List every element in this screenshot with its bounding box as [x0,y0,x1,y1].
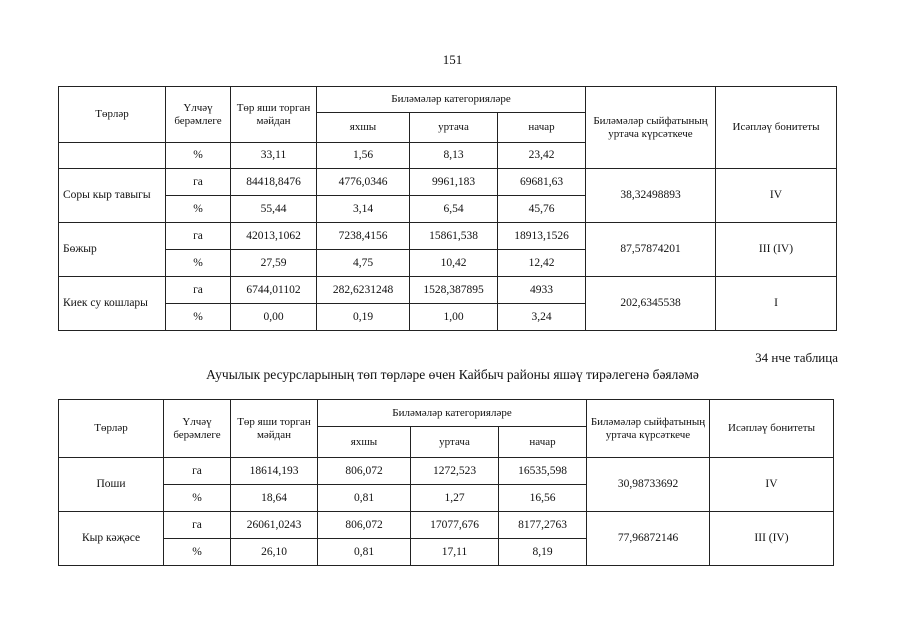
medium-cell: 1528,387895 [410,277,498,304]
poor-cell: 12,42 [498,250,586,277]
unit-cell: % [166,143,231,169]
poor-cell: 69681,63 [498,169,586,196]
header-quality-index: Биләмәләр сыйфатының уртача күрсәткече [587,400,710,458]
area-cell: 26,10 [231,539,318,566]
medium-cell: 6,54 [410,196,498,223]
medium-cell: 15861,538 [410,223,498,250]
good-cell: 4,75 [317,250,410,277]
table-row [59,512,834,539]
area-cell: 27,59 [231,250,317,277]
area-cell: 0,00 [231,304,317,331]
poor-cell: 18913,1526 [498,223,586,250]
bonitet-cell: III (IV) [710,512,834,566]
table-row [59,223,837,250]
good-cell: 806,072 [318,512,411,539]
medium-cell: 1272,523 [411,458,499,485]
good-cell: 0,81 [318,539,411,566]
quality-cell: 30,98733692 [587,458,710,512]
unit-cell: % [164,539,231,566]
header-poor: начар [498,113,586,143]
unit-cell: га [166,169,231,196]
poor-cell: 16535,598 [499,458,587,485]
poor-cell: 16,56 [499,485,587,512]
poor-cell: 23,42 [498,143,586,169]
medium-cell: 8,13 [410,143,498,169]
area-cell: 26061,0243 [231,512,318,539]
poor-cell: 45,76 [498,196,586,223]
quality-cell: 87,57874201 [586,223,716,277]
unit-cell: га [166,223,231,250]
bonitet-cell: IV [710,458,834,512]
table-caption: Аучылык ресурсларының төп төрләре өчен Кайбыч районы яшәү тирәлегенә бәяләмә [206,367,699,382]
medium-cell: 17077,676 [411,512,499,539]
unit-cell: га [166,277,231,304]
table-row [59,169,837,196]
table-row [59,458,834,485]
area-cell: 33,11 [231,143,317,169]
area-cell: 84418,8476 [231,169,317,196]
quality-cell: 77,96872146 [587,512,710,566]
header-species: Төрләр [59,87,166,143]
species-cell: Киек су кошлары [59,277,166,331]
poor-cell: 8,19 [499,539,587,566]
habitat-table-2 [58,399,834,566]
empty-cell [59,143,166,169]
bonitet-cell: I [716,277,837,331]
good-cell: 806,072 [318,458,411,485]
area-cell: 18,64 [231,485,318,512]
unit-cell: га [164,512,231,539]
habitat-table-1 [58,86,837,331]
header-habitat-categories: Биләмәләр категорияләре [317,87,586,113]
header-medium: уртача [410,113,498,143]
area-cell: 42013,1062 [231,223,317,250]
header-unit: Үлчәү берәмлеге [164,400,231,458]
bonitet-cell: III (IV) [716,223,837,277]
quality-cell: 38,32498893 [586,169,716,223]
header-good: яхшы [317,113,410,143]
header-bonitet: Исәпләү бонитеты [710,400,834,458]
species-cell: Бөжыр [59,223,166,277]
header-unit: Үлчәү берәмлеге [166,87,231,143]
header-total-area: Төр яши торган мәйдан [231,87,317,143]
header-species: Төрләр [59,400,164,458]
good-cell: 3,14 [317,196,410,223]
medium-cell: 1,27 [411,485,499,512]
poor-cell: 3,24 [498,304,586,331]
good-cell: 0,81 [318,485,411,512]
header-medium: уртача [411,427,499,458]
area-cell: 18614,193 [231,458,318,485]
good-cell: 4776,0346 [317,169,410,196]
good-cell: 282,6231248 [317,277,410,304]
page-number: 151 [442,52,463,67]
poor-cell: 8177,2763 [499,512,587,539]
medium-cell: 9961,183 [410,169,498,196]
poor-cell: 4933 [498,277,586,304]
medium-cell: 17,11 [411,539,499,566]
area-cell: 55,44 [231,196,317,223]
header-total-area: Төр яши торган мәйдан [231,400,318,458]
medium-cell: 10,42 [410,250,498,277]
table-number: 34 нче таблица [755,350,838,365]
header-good: яхшы [318,427,411,458]
medium-cell: 1,00 [410,304,498,331]
header-habitat-categories: Биләмәләр категорияләре [318,400,587,427]
good-cell: 1,56 [317,143,410,169]
area-cell: 6744,01102 [231,277,317,304]
species-cell: Кыр кәҗәсе [59,512,164,566]
species-cell: Соры кыр тавыгы [59,169,166,223]
table-row [59,277,837,304]
unit-cell: % [166,250,231,277]
unit-cell: % [166,196,231,223]
unit-cell: % [164,485,231,512]
unit-cell: га [164,458,231,485]
header-poor: начар [499,427,587,458]
header-bonitet: Исәпләү бонитеты [716,87,837,169]
species-cell: Поши [59,458,164,512]
unit-cell: % [166,304,231,331]
good-cell: 0,19 [317,304,410,331]
bonitet-cell: IV [716,169,837,223]
quality-cell: 202,6345538 [586,277,716,331]
good-cell: 7238,4156 [317,223,410,250]
header-quality-index: Биләмәләр сыйфатының уртача күрсәткече [586,87,716,169]
